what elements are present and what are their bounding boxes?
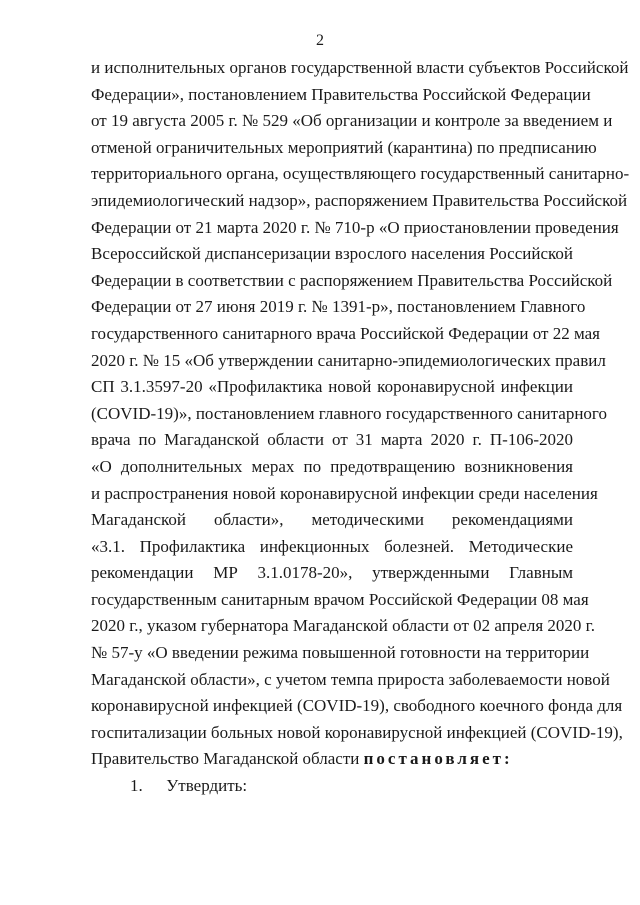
paragraph-line: врача по Магаданской области от 31 марта 2020 г. П-106-2020 bbox=[91, 430, 573, 450]
list-item-number: 1. bbox=[130, 776, 143, 796]
paragraph-line: Магаданской области», методическими рекомендациями bbox=[91, 510, 573, 530]
paragraph-line: Магаданской области», с учетом темпа прироста заболеваемости новой bbox=[91, 669, 610, 689]
resolution-prefix: Правительство Магаданской области bbox=[91, 749, 364, 769]
paragraph-line: Федерации в соответствии с распоряжением Правительства Российской bbox=[91, 270, 613, 290]
paragraph-line: «3.1. Профилактика инфекционных болезней. Методические bbox=[91, 536, 573, 556]
paragraph-line: государственным санитарным врачом Российской Федерации 08 мая bbox=[91, 589, 589, 609]
paragraph-line: № 57-у «О введении режима повышенной готовности на территории bbox=[91, 643, 590, 663]
paragraph-line: (COVID-19)», постановлением главного государственного санитарного bbox=[91, 403, 607, 423]
resolution-line bbox=[91, 746, 573, 773]
paragraph-line: отменой ограничительных мероприятий (карантина) по предписанию bbox=[91, 137, 597, 157]
document-body bbox=[91, 55, 630, 800]
paragraph-line: 2020 г. № 15 «Об утверждении санитарно-эпидемиологических правил bbox=[91, 350, 606, 370]
body-paragraph bbox=[91, 55, 630, 746]
list-item-text: Утвердить: bbox=[166, 776, 248, 796]
paragraph-line: госпитализации больных новой коронавирусной инфекцией (COVID-19), bbox=[91, 722, 623, 742]
paragraph-line: «О дополнительных мерах по предотвращению возникновения bbox=[91, 456, 573, 476]
paragraph-line: эпидемиологический надзор», распоряжением Правительства Российской bbox=[91, 190, 628, 210]
paragraph-line: и распространения новой коронавирусной инфекции среди населения bbox=[91, 483, 598, 503]
page-number: 2 bbox=[316, 32, 324, 49]
paragraph-line: Всероссийской диспансеризации взрослого населения Российской bbox=[91, 244, 573, 264]
paragraph-line: 2020 г., указом губернатора Магаданской области от 02 апреля 2020 г. bbox=[91, 616, 595, 636]
paragraph-line: рекомендации МР 3.1.0178-20», утвержденными Главным bbox=[91, 563, 573, 583]
paragraph-line: Федерации от 27 июня 2019 г. № 1391-р», постановлением Главного bbox=[91, 297, 586, 317]
list-item-1 bbox=[91, 773, 573, 800]
paragraph-line: Федерации от 21 марта 2020 г. № 710-р «О приостановлении проведения bbox=[91, 217, 619, 237]
paragraph-line: государственного санитарного врача Российской Федерации от 22 мая bbox=[91, 323, 600, 343]
paragraph-line: и исполнительных органов государственной власти субъектов Российской bbox=[91, 58, 629, 77]
paragraph-line: от 19 августа 2005 г. № 529 «Об организации и контроле за введением и bbox=[91, 111, 613, 131]
paragraph-line: СП 3.1.3597-20 «Профилактика новой коронавирусной инфекции bbox=[91, 377, 573, 397]
resolution-verb: постановляет: bbox=[363, 749, 513, 769]
paragraph-line: коронавирусной инфекцией (COVID-19), свободного коечного фонда для bbox=[91, 696, 623, 716]
paragraph-line: Федерации», постановлением Правительства Российской Федерации bbox=[91, 84, 591, 104]
paragraph-line: территориального органа, осуществляющего государственный санитарно- bbox=[91, 164, 630, 184]
